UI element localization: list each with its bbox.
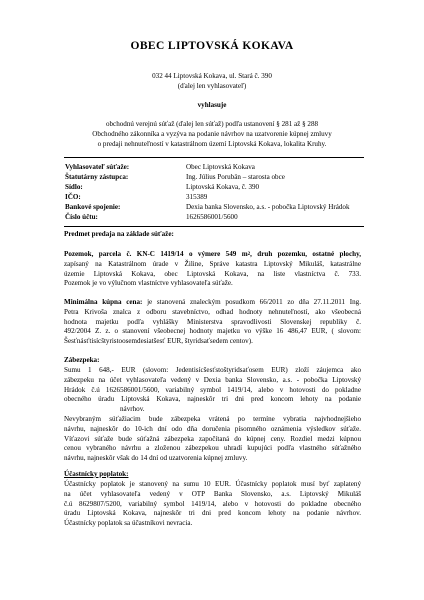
deposit-line: cenou vybraného návrhu a zloženou zábezpekou uhradí kupujúci podľa vlastného súťažného — [64, 444, 361, 453]
address-line: 032 44 Liptovská Kokava, ul. Stará č. 390 — [152, 72, 272, 80]
price-line: Šesťnásťtisícštyristoosemdesiatšesť EUR, štyridsaťsedem centov). — [64, 337, 253, 346]
info-value: Dexia banka Slovensko, a.s. - pobočka Liptovský Hrádok — [186, 203, 350, 211]
price-line: Petra Krivoša znalca z odboru stavebníctvo, odhad hodnoty nehnuteľností, ako všeobecná — [64, 307, 361, 316]
subject-line: Pozemok je vo výlučnom vlastníctve vyhlasovateľa súťaže. — [64, 279, 233, 288]
deposit-line: Víťazovi súťaže bude súťažná zábezpeka započítaná do kúpnej ceny. Rozdiel medzi kúpnou — [64, 434, 361, 443]
announce-verb: vyhlasuje — [197, 101, 227, 109]
info-value: Obec Liptovská Kokava — [186, 163, 255, 171]
subject-line: zapísaný na Katastrálnom úrade v Žiline, Správe katastra Liptovský Mikuláš, katastrálne — [64, 259, 361, 268]
deposit-line: Nevybraným súťažiacim bude zábezpeka vrátená po termíne vybratia najvhodnejšieho — [64, 414, 361, 423]
fee-line: na účet vyhlasovateľa vedený v OTP Banka Slovensko, a.s. Liptovský Mikuláš — [64, 489, 361, 498]
fee-line: Účastnícky poplatok je stanovený na sumu 10 EUR. Účastnícky poplatok musí byť zaplatený — [64, 480, 361, 488]
deposit-line: zábezpeku na účet vyhlasovateľa vedený v Dexia banka Slovensko, a.s. - pobočka Liptovský — [64, 375, 361, 384]
deposit-line: návrhu, najneskôr však do 14 dní od uzatvorenia kúpnej zmluvy. — [64, 454, 248, 463]
fee-line: č.ú 8629807/5200, variabilný symbol 1419/14, alebo v hotovosti do pokladne obecného — [64, 499, 361, 508]
subject-heading: Predmet predaja na základe súťaže: — [64, 230, 174, 238]
parcel-line: Pozemok, parcela č. KN-C 1419/14 o výmere 549 $m^2$, druh pozemku, ostatné plochy, — [64, 250, 361, 258]
deposit-line: Sumu 1 648,- EUR (slovom: Jedentisícšesťstoštyridsaťosem EUR) zloží záujemca ako — [64, 366, 361, 374]
fee-heading: Účastnícky poplatok: — [64, 470, 129, 478]
info-label: Sídlo: — [65, 183, 83, 191]
fee-paragraph — [64, 480, 361, 529]
info-value: Ing. Július Porubän – starosta obce — [186, 173, 285, 181]
price-line: 492/2004 Z. z. o stanovení všeobecnej hodnoty majetku vo výške 16 486,47 EUR, ( slovom: — [64, 327, 361, 336]
deposit-line: obecného úradu Liptovská Kokava, najneskôr tri dni pred koncom lehoty na podanie — [64, 395, 361, 404]
divider — [64, 157, 364, 158]
announce-line: Obchodného zákonníka a vyzýva na podanie návrhov na uzatvorenie kúpnej zmluvy — [92, 130, 332, 138]
info-label: Štatutárny zástupca: — [65, 173, 129, 181]
divider — [64, 226, 364, 227]
deposit-heading: Zábezpeka: — [64, 356, 100, 364]
deposit-line: návrhu, najneskôr do 10-ich dní odo dňa doručenia písomného oznámenia výsledkov súťaže. — [64, 424, 361, 433]
price-first-line: Minimálna kúpna cena: je stanovená znaleckým posudkom 66/2011 zo dňa 27.11.2011 Ing. — [64, 298, 362, 306]
alias-line: (ďalej len vyhlasovateľ) — [177, 82, 247, 90]
deposit-line: Hrádok č.ú 1626586001/5600, variabilný symbol 1419/14, alebo v hotovosti do pokladne — [64, 385, 361, 394]
deposit-paragraph — [64, 366, 361, 464]
info-value: 1626586001/5600 — [186, 213, 238, 221]
info-label: IČO: — [65, 193, 81, 201]
info-value: 315389 — [186, 193, 208, 201]
announce-line: obchodnú verejnú súťaž (ďalej len súťaž) podľa ustanovení § 281 až § 288 — [105, 120, 319, 128]
subject-paragraph — [64, 250, 361, 289]
document-title: OBEC LIPTOVSKÁ KOKAVA — [130, 40, 294, 52]
fee-line: úradu Liptovská Kokava, najneskôr tri dni pred koncom lehoty na podanie návrhov. — [64, 509, 361, 518]
price-paragraph — [64, 298, 361, 347]
info-value: Liptovská Kokava, č. 390 — [186, 183, 260, 191]
fee-line: Účastnícky poplatok sa účastníkovi nevracia. — [64, 519, 193, 528]
announce-line: o predaji nehnuteľností v katastrálnom území Liptovská Kokava, lokalita Kruhy. — [97, 140, 327, 148]
info-label: Bankové spojenie: — [65, 203, 121, 211]
info-label: Číslo účtu: — [65, 213, 98, 221]
info-label: Vyhlasovateľ súťaže: — [65, 163, 130, 171]
deposit-line: návrhov. — [120, 405, 145, 414]
subject-line: územie Liptovská Kokava, obec Liptovská Kokava, na liste vlastníctva č. 733. — [64, 269, 361, 278]
price-line: hodnota majetku podľa vyhlášky Ministerstva spravodlivosti Slovenskej republiky č. — [64, 317, 361, 326]
